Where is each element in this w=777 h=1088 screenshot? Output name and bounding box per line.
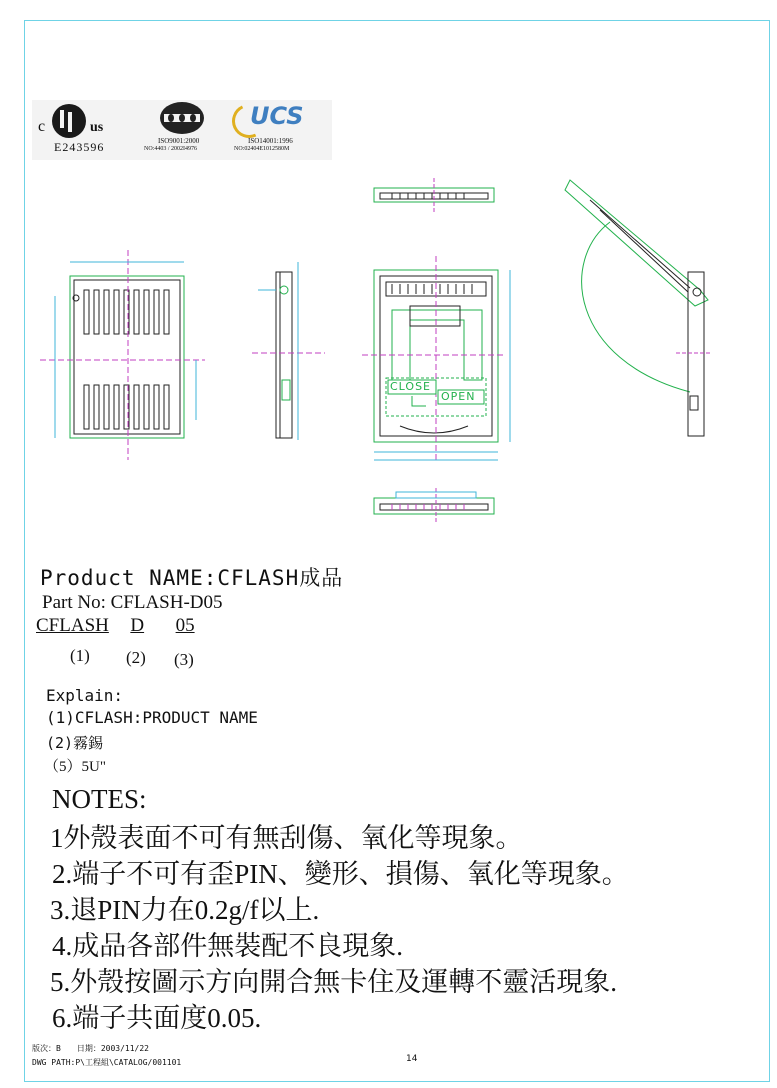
code-part-3: 05 xyxy=(175,615,195,636)
side-view xyxy=(252,262,325,440)
note-2: 2.端子不可有歪PIN、變形、損傷、氧化等現象。 xyxy=(52,859,629,889)
technical-drawing xyxy=(0,0,777,540)
cqc-number-text: NO:4403 / 2002I4976 xyxy=(144,146,197,152)
close-label: CLOSE xyxy=(390,380,432,393)
front-view xyxy=(40,250,205,460)
code-breakdown xyxy=(36,615,195,637)
notes-heading: NOTES: xyxy=(52,784,147,814)
ucs-logo-text: UCS xyxy=(250,102,304,130)
part-number: Part No: CFLASH-D05 xyxy=(42,592,223,613)
note-1: 1外殼表面不可有無刮傷、氧化等現象。 xyxy=(50,823,523,853)
explain-item-1: (1)CFLASH:PRODUCT NAME xyxy=(46,708,258,727)
footer-version: 版次：B 日期：2003/11/22 xyxy=(32,1044,149,1053)
note-3: 3.退PIN力在0.2g/f以上. xyxy=(50,895,320,925)
note-5: 5.外殼按圖示方向開合無卡住及運轉不靈活現象. xyxy=(50,967,617,997)
ucs-number-text: NO:02404E1012580M xyxy=(234,146,290,152)
note-6: 6.端子共面度0.05. xyxy=(52,1003,262,1033)
note-4: 4.成品各部件無裝配不良現象. xyxy=(52,931,403,961)
ucs-iso-text: ISO14001:1996 xyxy=(248,137,293,145)
cqc-iso-text: ISO9001:2000 xyxy=(158,137,200,145)
code-index-2: (2) xyxy=(126,648,146,667)
ul-file-number: E243596 xyxy=(54,140,105,154)
code-part-1: CFLASH xyxy=(36,615,109,636)
product-name: Product NAME:CFLASH成品 xyxy=(40,566,344,590)
open-side-view xyxy=(565,180,712,436)
code-index-1: (1) xyxy=(70,646,90,665)
page-number: 14 xyxy=(406,1054,418,1064)
bottom-view xyxy=(374,488,494,522)
open-label: OPEN xyxy=(441,390,476,403)
top-view xyxy=(374,178,494,212)
ul-us-text: us xyxy=(90,120,104,135)
code-index-3: (3) xyxy=(174,650,194,669)
explain-item-2: (2)霧錫 xyxy=(46,734,104,752)
explain-item-3: （5）5U" xyxy=(44,759,106,775)
ul-c-text: c xyxy=(38,118,46,135)
explain-heading: Explain: xyxy=(46,686,124,705)
footer-path: DWG PATH:P\工程組\CATALOG/001101 xyxy=(32,1058,182,1067)
code-part-2: D xyxy=(130,615,145,636)
main-view xyxy=(362,256,510,460)
